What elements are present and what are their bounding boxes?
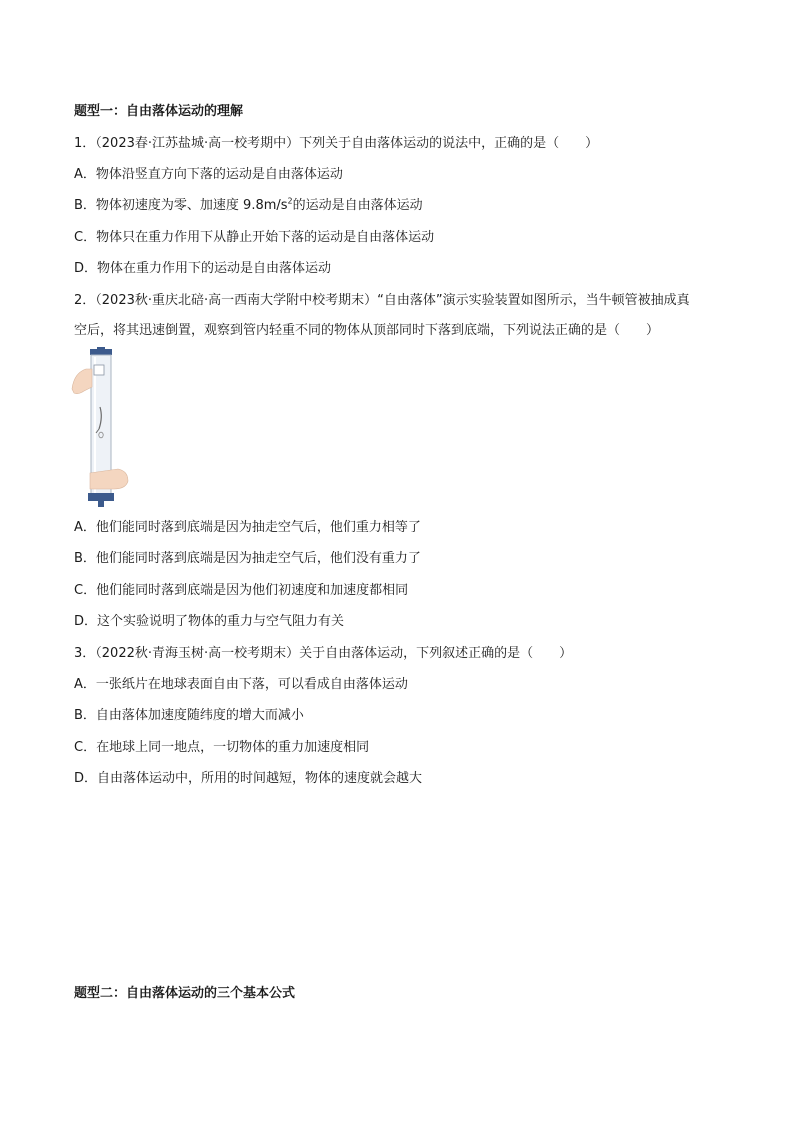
- q1-stem: 1．（2023春·江苏盐城·高一校考期中）下列关于自由落体运动的说法中，正确的是（ ）: [74, 136, 599, 151]
- q1-option-b: [74, 197, 423, 215]
- q1-option-a: A．物体沿竖直方向下落的运动是自由落体运动: [74, 167, 343, 182]
- q3-option-a: A．一张纸片在地球表面自由下落，可以看成自由落体运动: [74, 677, 408, 692]
- q3-option-b: B．自由落体加速度随纬度的增大而减小: [74, 708, 304, 723]
- q1-option-b-text: B．物体初速度为零、加速度 9.8m/s: [74, 198, 288, 213]
- q3-option-d: D．自由落体运动中，所用的时间越短，物体的速度就会越大: [74, 771, 423, 786]
- q3-stem: 3．（2022秋·青海玉树·高一校考期末）关于自由落体运动，下列叙述正确的是（ ）: [74, 646, 573, 661]
- section-heading-1: 题型一：自由落体运动的理解: [74, 104, 244, 119]
- q1-option-d: D．物体在重力作用下的运动是自由落体运动: [74, 261, 332, 276]
- newton-tube-figure: [70, 347, 130, 509]
- q2-stem-line2: 空后，将其迅速倒置，观察到管内轻重不同的物体从顶部同时下落到底端，下列说法正确的是（ ）: [74, 323, 660, 338]
- q2-option-c: C．他们能同时落到底端是因为他们初速度和加速度都相同: [74, 583, 409, 598]
- q1-option-b-text-end: 的运动是自由落体运动: [292, 198, 423, 213]
- q3-option-c: C．在地球上同一地点，一切物体的重力加速度相同: [74, 740, 370, 755]
- q1-option-b-superscript: 2: [287, 196, 293, 206]
- q2-stem-line1: 2．（2023秋·重庆北碚·高一西南大学附中校考期末）“自由落体”演示实验装置如图所示，当牛顿管被抽成真: [74, 293, 690, 308]
- q2-option-a: A．他们能同时落到底端是因为抽走空气后，他们重力相等了: [74, 520, 421, 535]
- newton-tube-illustration-icon: [70, 347, 130, 509]
- q1-option-c: C．物体只在重力作用下从静止开始下落的运动是自由落体运动: [74, 230, 435, 245]
- q2-option-b: B．他们能同时落到底端是因为抽走空气后，他们没有重力了: [74, 551, 421, 566]
- q2-option-d: D．这个实验说明了物体的重力与空气阻力有关: [74, 614, 345, 629]
- section-heading-2: 题型二：自由落体运动的三个基本公式: [74, 986, 296, 1001]
